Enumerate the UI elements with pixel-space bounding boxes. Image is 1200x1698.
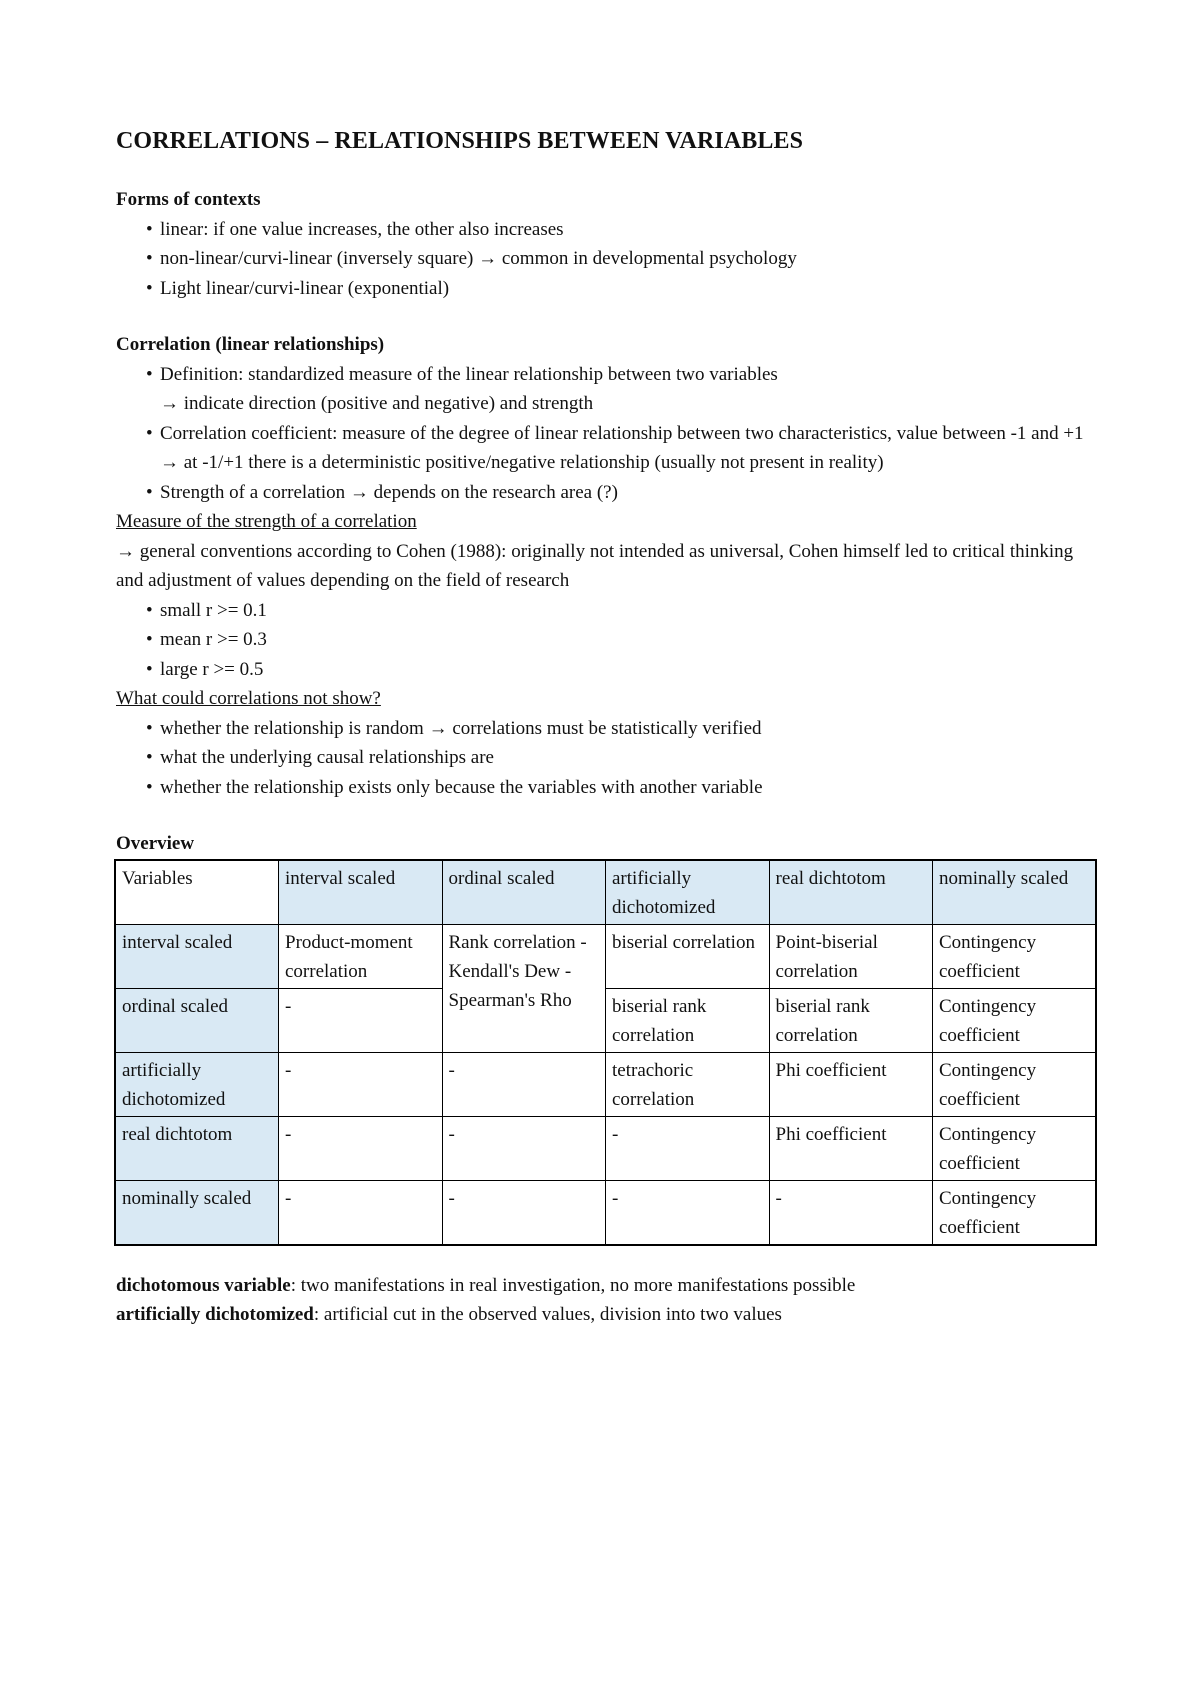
table-cell: -: [279, 1180, 443, 1245]
list-item: • small r >= 0.1: [146, 596, 1096, 626]
row-header-cell: real dichtotom: [115, 1116, 279, 1180]
table-cell: -: [769, 1180, 933, 1245]
definitions: [116, 1271, 1096, 1330]
table-cell: Contingency coefficient: [933, 1116, 1097, 1180]
definition-subtext: → indicate direction (positive and negative) and strength: [160, 393, 594, 414]
correlation-heading: Correlation (linear relationships): [116, 334, 385, 355]
table-cell: biserial rank correlation: [769, 988, 933, 1052]
list-item: • Correlation coefficient: measure of the degree of linear relationship between two characteristics, value between -1 and +1 → at -1/+1 there is a deterministic positive/negative relationship (usually not present in reality): [146, 419, 1096, 478]
row-header-cell: artificially dichotomized: [115, 1052, 279, 1116]
table-cell: Point-biserial correlation: [769, 924, 933, 988]
table-cell: Phi coefficient: [769, 1052, 933, 1116]
definition-term: artificially dichotomized: [116, 1304, 314, 1325]
list-item: • whether the relationship is random → correlations must be statistically verified: [146, 714, 1096, 744]
header-cell: interval scaled: [279, 860, 443, 925]
table-row: [115, 1052, 1096, 1116]
table-cell: Contingency coefficient: [933, 1052, 1097, 1116]
list-item: • linear: if one value increases, the other also increases: [146, 215, 1096, 245]
measure-heading: Measure of the strength of a correlation: [116, 511, 417, 532]
table-cell: Rank correlation - Kendall's Dew - Spearman's Rho: [442, 924, 606, 1052]
table-cell: tetrachoric correlation: [606, 1052, 770, 1116]
page-title: CORRELATIONS – RELATIONSHIPS BETWEEN VARIABLES: [116, 128, 804, 154]
table-cell: -: [279, 988, 443, 1052]
notshow-heading: What could correlations not show?: [116, 688, 381, 709]
row-header-cell: ordinal scaled: [115, 988, 279, 1052]
list-item: • mean r >= 0.3: [146, 625, 1096, 655]
list-item: • what the underlying causal relationships are: [146, 743, 1096, 773]
header-cell: ordinal scaled: [442, 860, 606, 925]
table-cell: -: [606, 1180, 770, 1245]
forms-heading: Forms of contexts: [116, 189, 261, 210]
table-cell: Phi coefficient: [769, 1116, 933, 1180]
list-item: • Strength of a correlation → depends on the research area (?): [146, 478, 1096, 508]
table-cell: -: [442, 1052, 606, 1116]
table-cell: -: [279, 1052, 443, 1116]
definition-line: [116, 1271, 1096, 1301]
table-cell: biserial rank correlation: [606, 988, 770, 1052]
table-row: [115, 924, 1096, 988]
definition-text: Definition: standardized measure of the linear relationship between two variables: [160, 363, 778, 385]
measure-list: [116, 596, 1096, 685]
document-content: [116, 124, 1096, 1330]
list-item: • non-linear/curvi-linear (inversely square) → common in developmental psychology: [146, 244, 1096, 274]
table-row: [115, 1116, 1096, 1180]
table-cell: -: [279, 1116, 443, 1180]
table-cell: Product-moment correlation: [279, 924, 443, 988]
overview-table: [114, 859, 1097, 1246]
list-item: • large r >= 0.5: [146, 655, 1096, 685]
table-cell: biserial correlation: [606, 924, 770, 988]
table-cell: -: [442, 1180, 606, 1245]
header-cell: real dichtotom: [769, 860, 933, 925]
definition-body: : artificial cut in the observed values, division into two values: [313, 1304, 782, 1325]
header-cell: nominally scaled: [933, 860, 1097, 925]
list-item: • whether the relationship exists only because the variables with another variable: [146, 773, 1096, 803]
table-row: [115, 988, 1096, 1052]
forms-list: [116, 215, 1096, 304]
table-cell: Contingency coefficient: [933, 1180, 1097, 1245]
definition-body: : two manifestations in real investigation, no more manifestations possible: [290, 1274, 856, 1296]
list-item: • Light linear/curvi-linear (exponential): [146, 274, 1096, 304]
list-item: [146, 360, 1096, 419]
row-header-cell: interval scaled: [115, 924, 279, 988]
header-cell: Variables: [115, 860, 279, 925]
table-cell: Contingency coefficient: [933, 988, 1097, 1052]
definition-line: [116, 1300, 1096, 1330]
notshow-list: [116, 714, 1096, 803]
table-cell: Contingency coefficient: [933, 924, 1097, 988]
correlation-list: [116, 360, 1096, 508]
table-header-row: [115, 860, 1096, 925]
header-cell: artificially dichotomized: [606, 860, 770, 925]
row-header-cell: nominally scaled: [115, 1180, 279, 1245]
overview-heading: Overview: [116, 833, 195, 854]
table-cell: -: [442, 1116, 606, 1180]
table-row: [115, 1180, 1096, 1245]
measure-text: → general conventions according to Cohen (1988): originally not intended as universal, Cohen himself led to critical thinking and adjustment of values depending on the field of research: [116, 540, 1074, 591]
definition-term: dichotomous variable: [116, 1274, 291, 1296]
table-cell: -: [606, 1116, 770, 1180]
